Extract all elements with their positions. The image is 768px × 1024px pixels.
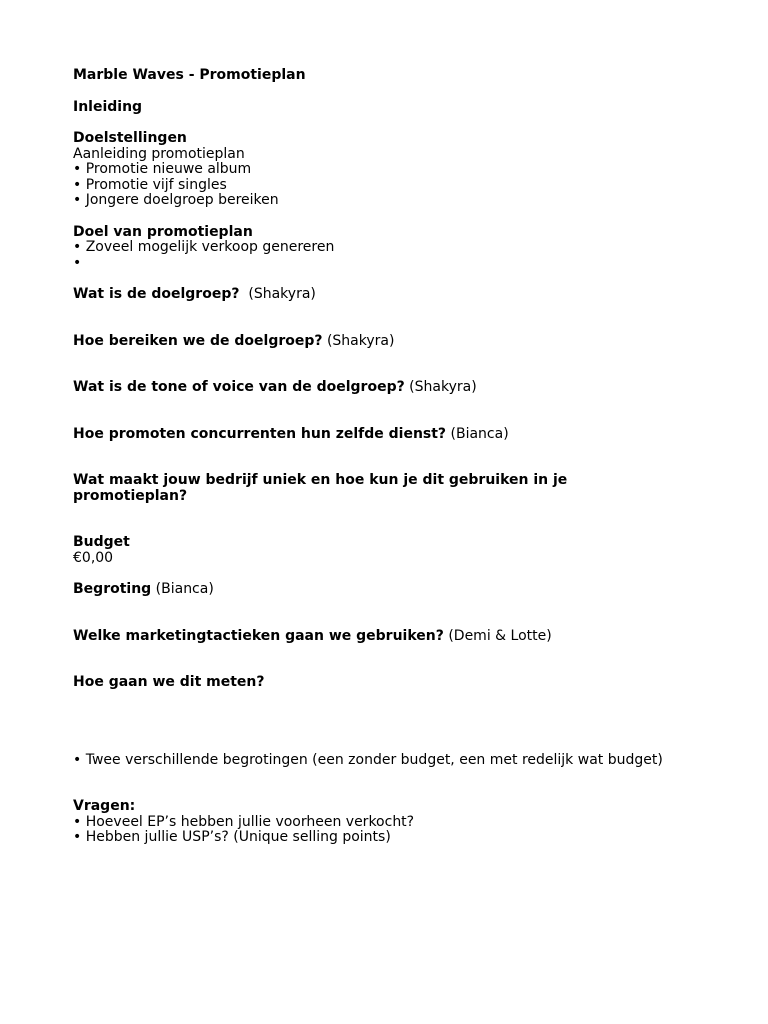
- heading-budget: Budget: [73, 534, 130, 550]
- heading-doel: Doel van promotieplan: [73, 223, 253, 240]
- heading-vragen: Vragen:: [73, 798, 136, 814]
- question-concurrenten: Hoe promoten concurrenten hun zelfde dienst? (Bianca): [73, 425, 509, 442]
- question-tone-of-voice: Wat is de tone of voice van de doelgroep? (Shakyra): [73, 379, 477, 395]
- list-item: • Zoveel mogelijk verkoop genereren: [73, 239, 335, 255]
- list-item: • Promotie vijf singles: [73, 176, 227, 193]
- document-title: Marble Waves - Promotieplan: [73, 67, 306, 83]
- list-item: • Hebben jullie USP’s? (Unique selling points): [73, 829, 391, 845]
- heading-inleiding: Inleiding: [73, 98, 143, 115]
- list-item: • Jongere doelgroep bereiken: [73, 192, 279, 208]
- heading-begroting: Begroting (Bianca): [73, 581, 214, 597]
- list-item: • Promotie nieuwe album: [73, 161, 252, 177]
- begrotingen-note: • Twee verschillende begrotingen (een zonder budget, een met redelijk wat budget): [73, 751, 663, 768]
- document-page: [73, 68, 713, 846]
- question-doelgroep: Wat is de doelgroep? (Shakyra): [73, 286, 316, 302]
- heading-doelstellingen: Doelstellingen: [73, 130, 187, 146]
- question-meten: Hoe gaan we dit meten?: [73, 674, 265, 690]
- doelstellingen-intro: Aanleiding promotieplan: [73, 145, 245, 162]
- question-uniek: Wat maakt jouw bedrijf uniek en hoe kun je dit gebruiken in je promotieplan?: [73, 472, 568, 504]
- budget-value: €0,00: [73, 549, 114, 566]
- list-item: • Hoeveel EP’s hebben jullie voorheen verkocht?: [73, 813, 415, 830]
- list-item: •: [73, 254, 82, 271]
- question-marketing: Welke marketingtactieken gaan we gebruiken? (Demi & Lotte): [73, 627, 552, 644]
- question-bereiken: Hoe bereiken we de doelgroep? (Shakyra): [73, 332, 395, 349]
